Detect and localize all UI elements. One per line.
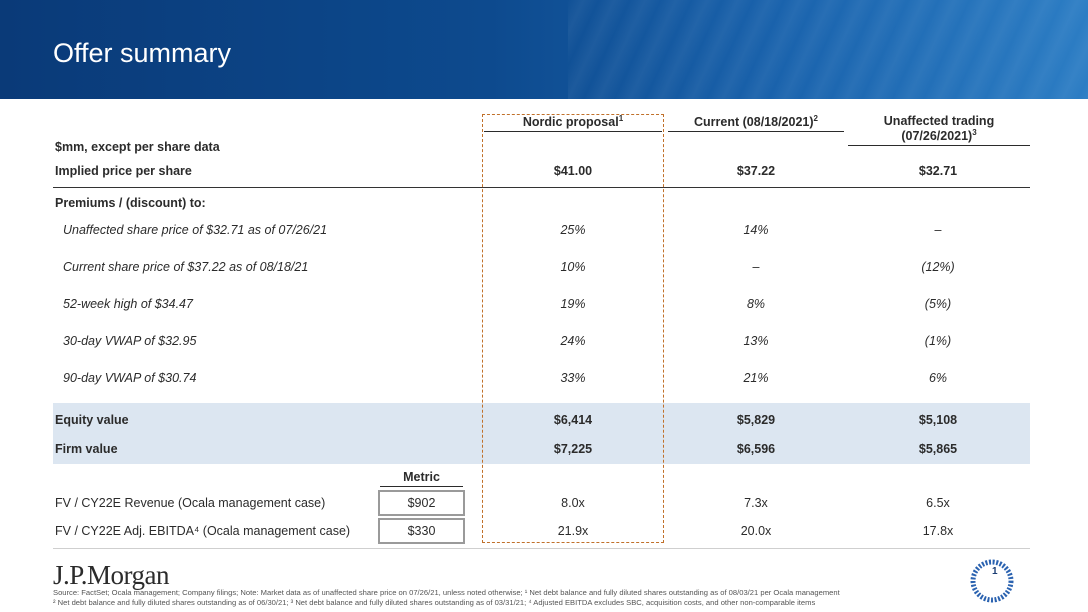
cell-value: $6,596 [736,442,776,456]
row-label: Unaffected share price of $32.71 as of 07/26/21 [63,223,328,237]
row-label: Current share price of $37.22 as of 08/18/21 [63,260,309,274]
cell-value: 13% [743,334,769,348]
firm-value-row [53,434,1030,464]
cell-value: $5,865 [918,442,958,456]
cell-value: 8.0x [561,496,585,510]
column-header-current: Current $(08/18/2021)^2$ [668,114,844,132]
cell-value: – [752,260,760,274]
table-row [53,326,1030,356]
multiple-row [53,516,1030,546]
table-row [53,252,1030,282]
table-row [53,289,1030,319]
cell-value: 6.5x [926,496,950,510]
cell-value: 7.3x [744,496,768,510]
cell-value: (12%) [921,260,955,274]
column-header-nordic: Nordic proposal$^1$ [484,114,662,132]
jpmorgan-logo: J.P.Morgan [53,560,170,590]
cell-value: $5,108 [918,413,958,427]
multiple-row [53,488,1030,518]
cell-value: 17.8x [922,524,954,538]
cell-value: $41.00 [553,164,593,178]
metric-header: Metric [380,470,463,487]
cell-value: 20.0x [740,524,772,538]
cell-value: 24% [560,334,586,348]
cell-value: 33% [560,371,586,385]
cell-value: – [934,223,942,237]
column-header-unaffected: Unaffected trading $(07/26/2021)^3$ [848,114,1030,146]
cell-value: 6% [928,371,948,385]
page-number: 1 [992,566,998,577]
row-label: 30-day VWAP of $32.95 [63,334,197,348]
table-row [53,363,1030,393]
row-label: FV / CY22E Adj. EBITDA⁴ (Ocala management case) [55,524,351,538]
premiums-header-row [53,188,1030,218]
cell-value: 25% [560,223,586,237]
units-label: $mm, except per share data [55,140,220,154]
footnote [53,588,933,608]
page-title: Offer summary [53,38,232,68]
cell-value: 8% [746,297,766,311]
cell-value: (1%) [924,334,952,348]
cell-value: $7,225 [553,442,593,456]
row-label: Firm value [55,442,118,456]
metric-box: $330 [378,518,465,544]
cell-value: 19% [560,297,586,311]
page-badge-icon [966,558,1018,604]
cell-value: $37.22 [736,164,776,178]
footer-divider [53,548,1030,549]
table-row [53,215,1030,245]
cell-value: $5,829 [736,413,776,427]
cell-value: 21% [743,371,769,385]
row-label: FV / CY22E Revenue (Ocala management case) [55,496,326,510]
cell-value: 14% [743,223,769,237]
row-label: 52-week high of $34.47 [63,297,193,311]
row-label: 90-day VWAP of $30.74 [63,371,197,385]
footnote-line: Source: FactSet; Ocala management; Company filings; Note: Market data as of unaffected share price on 07/26/21, unless noted otherwise; ¹ Net debt balance and fully diluted shares outstanding as of 08/03/21 per Ocala management [53,588,840,597]
row-label: Implied price per share [55,164,192,178]
cell-value: 21.9x [557,524,589,538]
cell-value: $32.71 [918,164,958,178]
implied-price-row [53,156,1030,186]
row-label: Equity value [55,413,129,427]
cell-value: 10% [560,260,586,274]
footnote-line: ² Net debt balance and fully diluted shares outstanding as of 06/30/21; ³ Net debt balance and fully diluted shares outstanding as of 03/31/21; ⁴ Adjusted EBITDA excludes SBC, acquisition costs, and other non-comparable items [53,598,816,607]
metric-box: $902 [378,490,465,516]
premiums-header: Premiums / (discount) to: [55,196,206,210]
equity-value-row [53,405,1030,435]
cell-value: (5%) [924,297,952,311]
cell-value: $6,414 [553,413,593,427]
